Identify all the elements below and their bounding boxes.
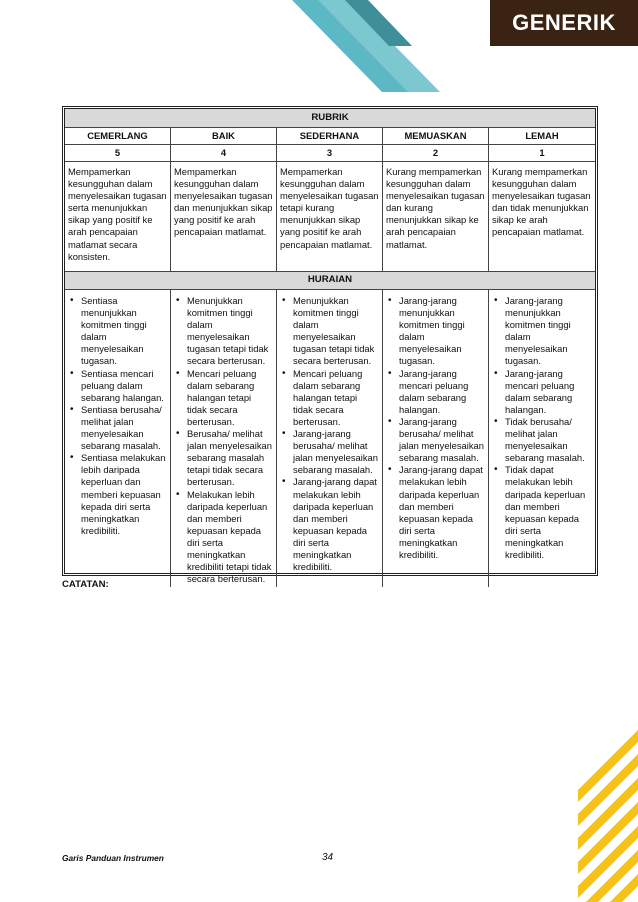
description-cemerlang: Mempamerkan kesungguhan dalam menyelesaikan tugasan serta menunjukkan sikap yang positif ke arah pencapaian matlamat secara konsisten.: [65, 162, 171, 272]
list-item: • Melakukan lebih daripada keperluan dan memberi kepuasan kepada diri serta meningkatkan kredibiliti tetapi tidak secara berterusan.: [174, 489, 273, 586]
list-item: • Sentiasa menunjukkan komitmen tinggi dalam menyelesaikan tugasan.: [68, 295, 167, 368]
notes-label: CATATAN:: [62, 579, 109, 590]
huraian-lemah: [489, 290, 595, 587]
list-item: • Mencari peluang dalam sebarang halangan tetapi tidak secara berterusan.: [174, 368, 273, 428]
description-lemah: Kurang mempamerkan kesungguhan dalam menyelesaikan tugasan dan tidak menunjukkan sikap ke arah pencapaian matlamat.: [489, 162, 595, 272]
column-header-cemerlang: CEMERLANG: [65, 128, 171, 145]
rubric-title: RUBRIK: [65, 109, 595, 128]
score-baik: 4: [171, 145, 277, 162]
column-header-sederhana: SEDERHANA: [277, 128, 383, 145]
huraian-baik: [171, 290, 277, 587]
score-cemerlang: 5: [65, 145, 171, 162]
list-item: • Sentiasa melakukan lebih daripada keperluan dan memberi kepuasan kepada diri serta meningkatkan kredibiliti.: [68, 452, 167, 537]
huraian-title: HURAIAN: [65, 272, 595, 290]
list-item: • Jarang-jarang dapat melakukan lebih daripada keperluan dan memberi kepuasan kepada diri serta meningkatkan kredibiliti.: [386, 464, 485, 561]
list-item: • Tidak dapat melakukan lebih daripada keperluan dan memberi kepuasan kepada diri serta meningkatkan kredibiliti.: [492, 464, 592, 561]
description-memuaskan: Kurang mempamerkan kesungguhan dalam menyelesaikan tugasan dan kurang menunjukkan sikap ke arah pencapaian matlamat.: [383, 162, 489, 272]
column-header-baik: BAIK: [171, 128, 277, 145]
section-banner: GENERIK: [490, 0, 638, 46]
column-header-memuaskan: MEMUASKAN: [383, 128, 489, 145]
list-item: • Jarang-jarang mencari peluang dalam sebarang halangan.: [386, 368, 485, 416]
list-item: • Menunjukkan komitmen tinggi dalam menyelesaikan tugasan tetapi tidak secara berterusan.: [280, 295, 379, 368]
list-item: • Jarang-jarang berusaha/ melihat jalan menyelesaikan sebarang masalah.: [280, 428, 379, 476]
page-number: 34: [322, 852, 334, 863]
score-lemah: 1: [489, 145, 595, 162]
list-item: • Sentiasa berusaha/ melihat jalan menyelesaikan sebarang masalah.: [68, 404, 167, 452]
huraian-sederhana: [277, 290, 383, 587]
corner-stripes-decoration: [578, 730, 638, 902]
list-item: • Jarang-jarang mencari peluang dalam sebarang halangan.: [492, 368, 592, 416]
list-item: • Menunjukkan komitmen tinggi dalam menyelesaikan tugasan tetapi tidak secara berterusan.: [174, 295, 273, 368]
score-sederhana: 3: [277, 145, 383, 162]
description-sederhana: Mempamerkan kesungguhan dalam menyelesaikan tugasan tetapi kurang menunjukkan sikap yang positif ke arah pencapaian matlamat.: [277, 162, 383, 272]
list-item: • Mencari peluang dalam sebarang halangan tetapi tidak secara berterusan.: [280, 368, 379, 428]
list-item: • Jarang-jarang menunjukkan komitmen tinggi dalam menyelesaikan tugasan.: [492, 295, 592, 368]
list-item: • Jarang-jarang menunjukkan komitmen tinggi dalam menyelesaikan tugasan.: [386, 295, 485, 368]
huraian-cemerlang: [65, 290, 171, 587]
score-memuaskan: 2: [383, 145, 489, 162]
footer-document-title: Garis Panduan Instrumen: [62, 853, 164, 863]
list-item: • Sentiasa mencari peluang dalam sebarang halangan.: [68, 368, 167, 404]
list-item: • Jarang-jarang dapat melakukan lebih daripada keperluan dan memberi kepuasan kepada diri serta meningkatkan kredibiliti.: [280, 476, 379, 573]
list-item: • Tidak berusaha/ melihat jalan menyelesaikan sebarang masalah.: [492, 416, 592, 464]
description-baik: Mempamerkan kesungguhan dalam menyelesaikan tugasan dan menunjukkan sikap yang positif ke arah pencapaian matlamat.: [171, 162, 277, 272]
column-header-lemah: LEMAH: [489, 128, 595, 145]
list-item: • Berusaha/ melihat jalan menyelesaikan sebarang masalah tetapi tidak secara berterusan.: [174, 428, 273, 488]
huraian-memuaskan: [383, 290, 489, 587]
list-item: • Jarang-jarang berusaha/ melihat jalan menyelesaikan sebarang masalah.: [386, 416, 485, 464]
